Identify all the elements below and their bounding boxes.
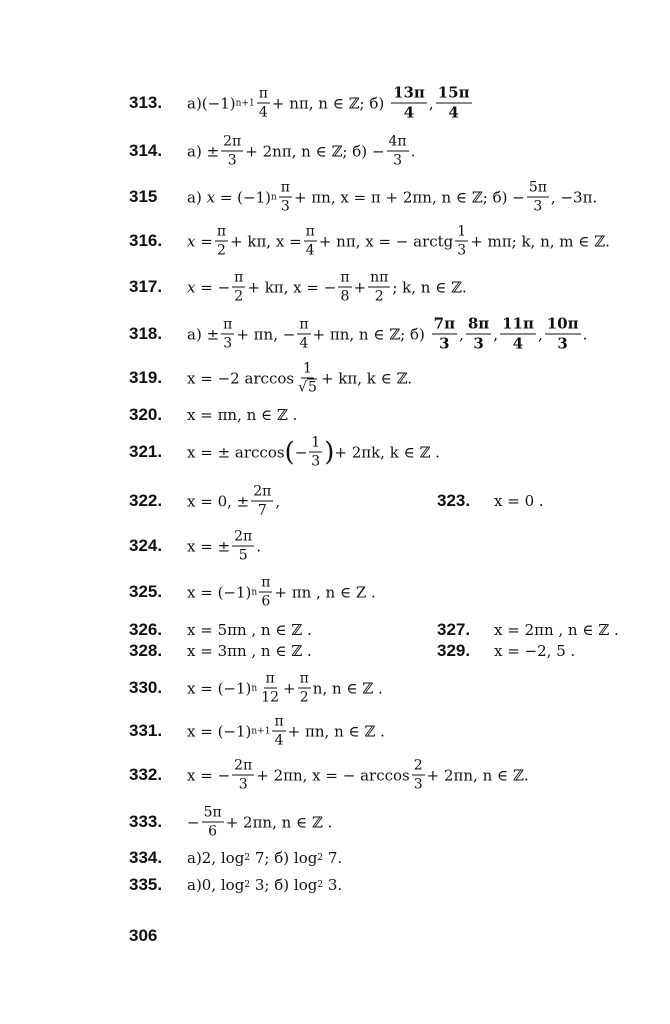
fraction: $\frac{4\pi}{3}$ xyxy=(388,133,407,169)
part-a-label: а) xyxy=(187,849,202,867)
answer-text: а) x = (−1) n $\frac{\pi}{3}$ + πn, x = π + 2πn, n ∈ ℤ; б) − $\frac{5\pi}{3}$ , −3π. xyxy=(187,179,598,215)
answer-text: x = 2πn , n ∈ ℤ . xyxy=(494,621,619,639)
fraction: $\frac{\pi}{4}$ xyxy=(274,713,284,749)
answer-part: 0, log xyxy=(201,876,245,894)
answer-part: 7. xyxy=(327,849,343,867)
answer-part: , −3π. xyxy=(550,188,598,206)
answer-part: x = −2 arccos xyxy=(187,369,295,387)
part-a-label: а) xyxy=(187,876,202,894)
problem-number: 317. xyxy=(129,277,163,296)
answer-text: x = πn, n ∈ ℤ . xyxy=(187,406,298,424)
answer-text xyxy=(187,485,280,518)
answer-text: а) (−1) n+1 $\frac{\pi}{4}$ + nπ, n ∈ ℤ; б) $\frac{13\pi}{4}$ , $\frac{15\pi}{4}$ xyxy=(187,83,470,122)
fraction: $\frac{13\pi}{4}$ xyxy=(393,83,425,122)
answer-text: x = (−1) n $\frac{\pi}{12}$ + $\frac{\pi}{2}$ n, n ∈ ℤ . xyxy=(187,670,383,706)
fraction: $\frac{11\pi}{4}$ xyxy=(502,314,534,353)
answer-part: + nπ, n ∈ ℤ; xyxy=(271,94,365,112)
part-b-label: б) xyxy=(492,188,508,206)
fraction: $\frac{\pi}{8}$ xyxy=(340,269,350,305)
problem-number: 325. xyxy=(129,582,163,601)
problem-number: 327. xyxy=(437,620,471,639)
answer-text: x = 5πn , n ∈ ℤ . xyxy=(187,621,312,639)
answer-part: . xyxy=(256,537,262,555)
answer-text: x = 0 . xyxy=(494,492,544,510)
log-base: 2 xyxy=(317,880,324,890)
part-b-label: б) xyxy=(410,325,425,343)
answer-part: − xyxy=(187,813,200,831)
answer-part: , xyxy=(275,492,281,510)
part-a-label: а) xyxy=(187,325,202,343)
answer-text: x = 3πn , n ∈ ℤ . xyxy=(187,642,312,660)
answer-text: x = $\frac{\pi}{2}$ + kπ, x = $\frac{\pi}{4}$ + nπ, x = − arctg $\frac{1}{3}$ + mπ; k, n, m ∈ ℤ. xyxy=(187,223,610,259)
problem-number: 328. xyxy=(129,641,163,660)
log-base: 2 xyxy=(244,880,251,890)
answer-part: + 2nπ, n ∈ ℤ; xyxy=(245,142,348,160)
answer-text xyxy=(187,759,529,792)
answer-part: + πn, n ∈ ℤ; xyxy=(312,325,406,343)
answer-part: ; k, n ∈ ℤ. xyxy=(392,278,467,296)
problem-number: 329. xyxy=(437,641,471,660)
answer-part: + 2πn, n ∈ ℤ . xyxy=(225,813,333,831)
fraction: $\frac{10\pi}{3}$ xyxy=(546,314,579,353)
part-b-label: б) xyxy=(274,876,290,894)
problem-number: 315 xyxy=(129,187,158,206)
answer-text xyxy=(187,715,385,748)
fraction: $\frac{\pi}{2}$ xyxy=(299,670,309,706)
problem-number: 332. xyxy=(129,765,163,784)
fraction: $\frac{2\pi}{3}$ xyxy=(223,133,242,169)
problem-number: 326. xyxy=(129,620,163,639)
fraction: $\frac{2\pi}{3}$ xyxy=(234,757,253,793)
part-a-label: а) xyxy=(187,188,202,206)
part-b-label: б) xyxy=(274,849,290,867)
answer-part: x = (−1) xyxy=(187,722,252,740)
answer-part: + kπ, x = − xyxy=(247,278,337,296)
answer-part: + 2πn, x = − arccos xyxy=(256,766,410,784)
fraction: $\frac{n\pi}{2}$ xyxy=(370,269,389,305)
answer-text: а) ± $\frac{2\pi}{3}$ + 2nπ, n ∈ ℤ; б) − $\frac{4\pi}{3}$ . xyxy=(187,133,416,169)
problem-number: 324. xyxy=(129,536,163,555)
fraction: $\frac{\pi}{3}$ xyxy=(223,316,233,352)
problem-number: 333. xyxy=(129,812,163,831)
answer-text xyxy=(187,530,261,563)
problem-number: 322. xyxy=(129,491,163,510)
answer-part: + mπ; k, n, m ∈ ℤ. xyxy=(470,232,610,250)
answer-part: x = 0, ± xyxy=(187,492,250,510)
answer-part: log xyxy=(293,849,318,867)
fraction: $\frac{1}{3}$ xyxy=(311,434,321,470)
problem-number: 331. xyxy=(129,721,163,740)
answer-text xyxy=(187,806,332,839)
problem-number: 319. xyxy=(129,368,163,387)
exponent: n xyxy=(270,192,277,202)
problem-number: 318. xyxy=(129,324,163,343)
answer-part: + xyxy=(353,278,367,296)
answer-text: x = − $\frac{\pi}{2}$ + kπ, x = − $\frac{\pi}{8}$ + $\frac{n\pi}{2}$ ; k, n ∈ ℤ. xyxy=(187,269,467,305)
answer-text xyxy=(187,849,342,867)
exponent: n+1 xyxy=(235,98,255,108)
problem-number: 330. xyxy=(129,678,163,697)
exponent: n+1 xyxy=(251,726,271,736)
problem-number: 316. xyxy=(129,231,163,250)
log-base: 2 xyxy=(317,853,324,863)
problem-number: 313. xyxy=(129,93,163,112)
part-a-label: а) xyxy=(187,142,202,160)
problem-number: 321. xyxy=(129,442,163,461)
answer-part: log xyxy=(293,876,318,894)
fraction: $\frac{\pi}{4}$ xyxy=(305,223,315,259)
answer-part: + πn , n ∈ Z . xyxy=(274,583,376,601)
page-number: 306 xyxy=(129,926,158,945)
answer-text xyxy=(187,876,342,894)
answer-text: x = ± arccos ( − $\frac{1}{3}$ ) + 2πk, k ∈ ℤ . xyxy=(187,434,440,470)
answer-part: x = (−1) xyxy=(187,679,252,697)
answer-part: x = − xyxy=(187,766,231,784)
answer-text: а) ± $\frac{\pi}{3}$ + πn, − $\frac{\pi}{4}$ + πn, n ∈ ℤ; б) $\frac{7\pi}{3}$ , $\frac{8\pi}{3}$ , $\frac{11\pi}{4}$ , $\frac{10\pi}{3}$ . xyxy=(187,314,588,353)
answer-part: + πn, n ∈ ℤ . xyxy=(287,722,385,740)
fraction: $\frac{2\pi}{7}$ xyxy=(253,483,272,519)
exponent: n xyxy=(251,587,258,597)
answer-part: + nπ, x = − arctg xyxy=(318,232,454,250)
answer-part: x = ± xyxy=(187,537,231,555)
answer-part: x = (−1) xyxy=(187,583,252,601)
fraction: $\frac{\pi}{3}$ xyxy=(280,179,290,215)
fraction: $\frac{8\pi}{3}$ xyxy=(467,314,490,353)
exponent: n xyxy=(251,683,258,693)
fraction: $\frac{5\pi}{3}$ xyxy=(528,179,547,215)
fraction: $\frac{1}{√5}$ xyxy=(298,360,317,396)
answer-text xyxy=(187,362,412,395)
part-b-label: б) xyxy=(352,142,368,160)
answer-part: + 2πn, n ∈ ℤ. xyxy=(426,766,529,784)
fraction: $\frac{7\pi}{3}$ xyxy=(433,314,456,353)
answer-part: + kπ, x = xyxy=(230,232,302,250)
answer-part: n, n ∈ ℤ . xyxy=(312,679,383,697)
answer-part: + 2πk, k ∈ ℤ . xyxy=(334,443,440,461)
answer-text: x = −2, 5 . xyxy=(494,642,576,660)
problem-number: 320. xyxy=(129,405,163,424)
answer-part: x = ± arccos xyxy=(187,443,285,461)
answer-part: + kπ, k ∈ ℤ. xyxy=(320,369,413,387)
fraction: $\frac{\pi}{2}$ xyxy=(216,223,227,259)
problem-number: 334. xyxy=(129,848,163,867)
fraction: $\frac{2}{3}$ xyxy=(413,757,423,793)
problem-number: 314. xyxy=(129,141,163,160)
fraction: $\frac{\pi}{4}$ xyxy=(258,85,268,121)
answer-part: + πn, − xyxy=(236,325,296,343)
fraction: $\frac{1}{3}$ xyxy=(457,223,467,259)
fraction: $\frac{\pi}{12}$ xyxy=(261,670,280,706)
problem-number: 323. xyxy=(437,491,471,510)
problem-number: 335. xyxy=(129,875,163,894)
fraction: $\frac{5\pi}{6}$ xyxy=(203,804,222,840)
answer-part: 7; xyxy=(254,849,270,867)
answer-part: + πn, x = π + 2πn, n ∈ ℤ; xyxy=(293,188,488,206)
fraction: $\frac{\pi}{4}$ xyxy=(299,316,309,352)
part-a-label: а) xyxy=(187,94,202,112)
answer-text xyxy=(187,576,376,609)
part-b-label: б) xyxy=(369,94,385,112)
fraction: $\frac{\pi}{6}$ xyxy=(261,574,271,610)
fraction: $\frac{2\pi}{5}$ xyxy=(234,528,253,564)
log-base: 2 xyxy=(244,853,251,863)
answer-part: 2, log xyxy=(201,849,245,867)
fraction: $\frac{\pi}{2}$ xyxy=(234,269,244,305)
fraction: $\frac{15\pi}{4}$ xyxy=(437,83,470,122)
answer-part: 3; xyxy=(254,876,270,894)
answer-part: 3. xyxy=(327,876,343,894)
